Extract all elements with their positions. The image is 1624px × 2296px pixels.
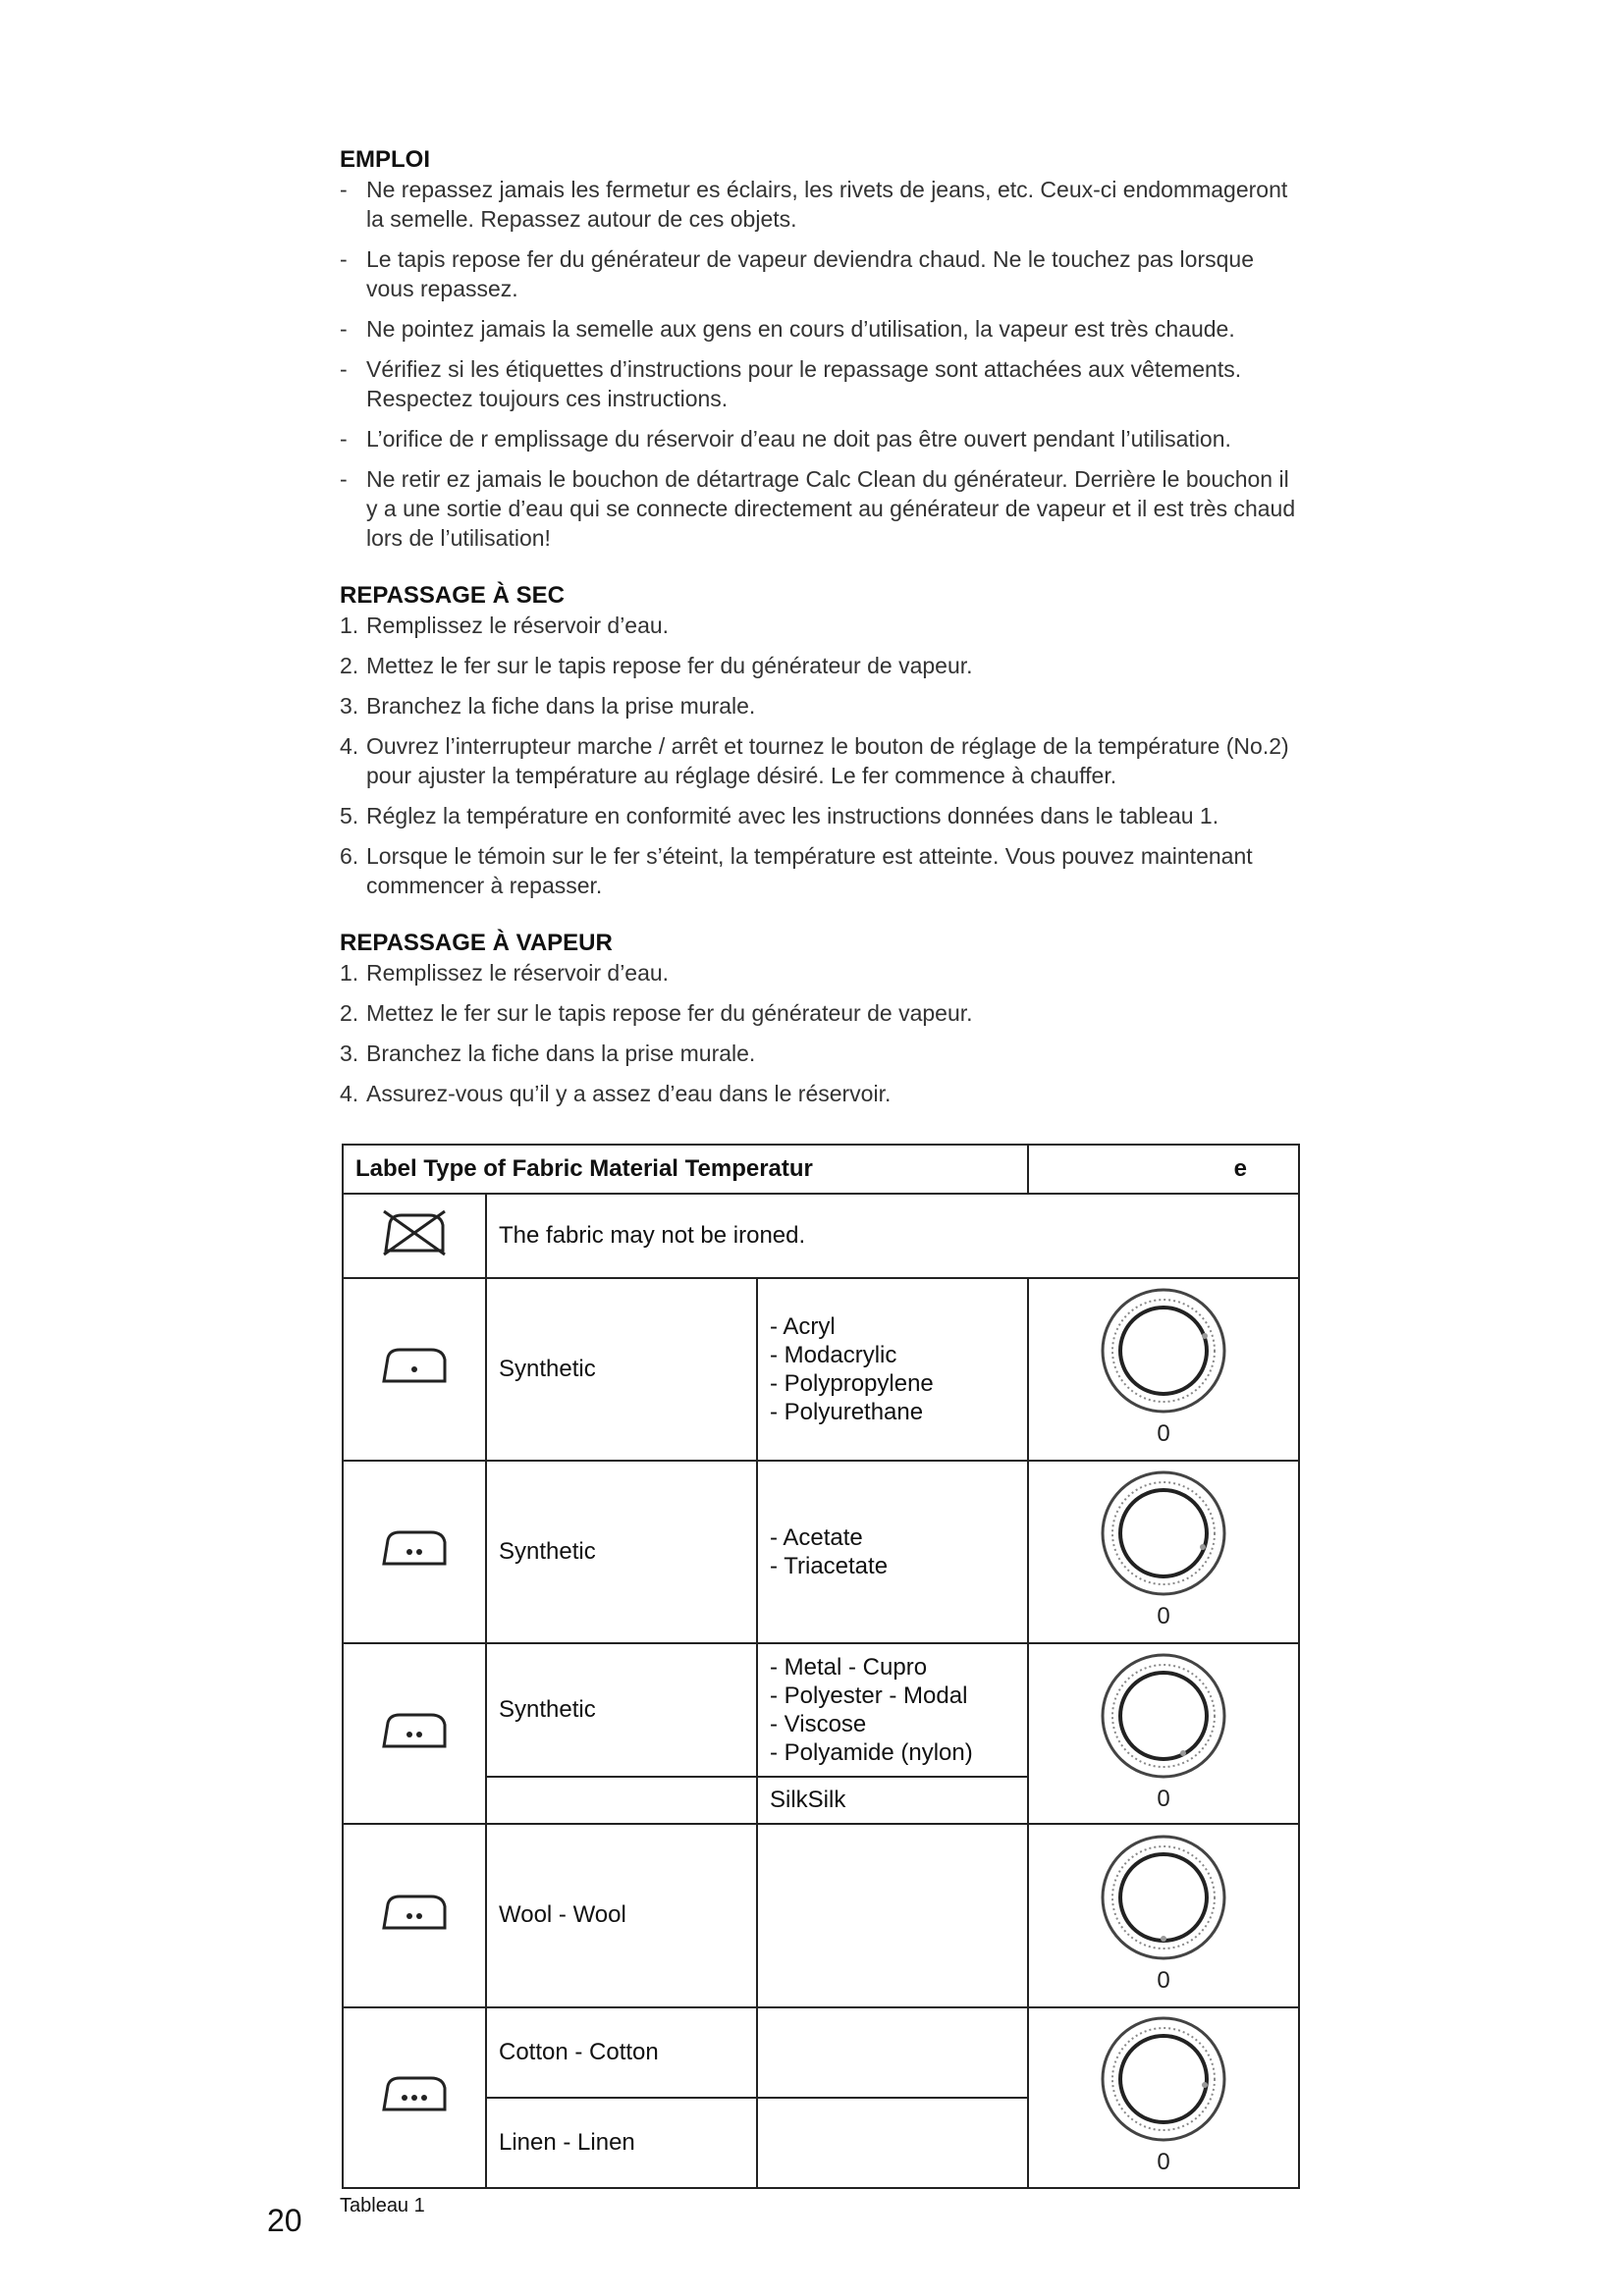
list-item: 3. Branchez la fiche dans la prise murale. <box>340 1041 756 1066</box>
temperature-dial-icon <box>1095 1465 1232 1631</box>
material-cell <box>757 1278 1028 1460</box>
list-item: - Ne pointez jamais la semelle aux gens en cours d’utilisation, la vapeur est très chaude. <box>340 316 1235 342</box>
section-title-repassage-sec: REPASSAGE À SEC <box>340 582 565 609</box>
no-iron-text: The fabric may not be ironed. <box>486 1194 1299 1278</box>
fabric-type: Cotton - Cotton <box>486 2007 757 2098</box>
do-not-iron-icon <box>380 1207 449 1258</box>
iron-three-dots-icon <box>380 2074 449 2113</box>
label-cell <box>343 1461 486 1643</box>
temperature-cell <box>1028 1643 1299 1824</box>
material-item: - Polyamide (nylon) <box>770 1739 973 1767</box>
material-item: - Polypropylene <box>770 1369 934 1397</box>
material-item: - Viscose <box>770 1711 867 1738</box>
section-repassage-vapeur <box>340 929 973 1119</box>
fabric-type: Wool - Wool <box>486 1824 757 2006</box>
fabric-type: Synthetic <box>486 1278 757 1460</box>
material-cell-empty <box>757 2007 1028 2098</box>
list-item: 6. Lorsque le témoin sur le fer s’éteint, la température est atteinte. Vous pouvez maintenant commencer à repasser. <box>340 843 1253 898</box>
material-item: - Polyurethane <box>770 1398 924 1425</box>
page-number: 20 <box>267 2203 302 2238</box>
list-item: 1. Remplissez le réservoir d’eau. <box>340 960 670 986</box>
material-cell <box>757 1461 1028 1643</box>
temperature-dial-icon <box>1095 1282 1232 1449</box>
repassage-vapeur-list <box>340 958 973 1108</box>
temperature-cell <box>1028 1824 1299 2006</box>
table-row <box>343 1194 1299 1278</box>
list-item: 3. Branchez la fiche dans la prise murale. <box>340 693 756 719</box>
fabric-type: Synthetic <box>486 1643 757 1777</box>
table-row <box>343 2007 1299 2098</box>
iron-two-dots-icon <box>380 1528 449 1568</box>
list-item: - Le tapis repose fer du générateur de vapeur deviendra chaud. Ne le touchez pas lorsque vous repassez. <box>340 246 1254 301</box>
dial-label: 0 <box>1157 2149 1170 2176</box>
table-header: Label Type of Fabric Material Temperatur <box>343 1145 1028 1194</box>
material-item: - Triacetate <box>770 1552 889 1579</box>
table-row <box>343 1643 1299 1777</box>
dial-label: 0 <box>1157 1603 1170 1630</box>
label-cell <box>343 1194 486 1278</box>
material-cell <box>757 1643 1028 1777</box>
fabric-type-empty <box>486 1777 757 1824</box>
label-cell <box>343 1824 486 2006</box>
material-item: - Acryl <box>770 1312 836 1340</box>
material-item: - Modacrylic <box>770 1341 897 1368</box>
fabric-type: Linen - Linen <box>486 2098 757 2188</box>
dial-label: 0 <box>1157 1420 1170 1448</box>
temperature-cell <box>1028 2007 1299 2188</box>
list-item: - L’orifice de r emplissage du réservoir d’eau ne doit pas être ouvert pendant l’utilisation. <box>340 426 1231 452</box>
material-item: - Metal - Cupro <box>770 1654 928 1682</box>
fabric-temperature-table <box>342 1144 1300 2189</box>
material-cell-empty <box>757 2098 1028 2188</box>
label-cell <box>343 1643 486 1824</box>
list-item: 4. Assurez-vous qu’il y a assez d’eau dans le réservoir. <box>340 1081 892 1106</box>
list-item: 2. Mettez le fer sur le tapis repose fer du générateur de vapeur. <box>340 653 973 678</box>
table-row <box>343 1278 1299 1460</box>
table-header-row <box>343 1145 1299 1194</box>
list-item: - Vérifiez si les étiquettes d’instructions pour le repassage sont attachées aux vêtements. Respectez toujours ces instructions. <box>340 356 1242 411</box>
iron-one-dot-icon <box>380 1346 449 1385</box>
list-item: - Ne retir ez jamais le bouchon de détartrage Calc Clean du générateur. Derrière le bouchon il y a une sortie d’eau qui se connecte directement au générateur de vapeur et il est très chaud lors de l’utilisation! <box>340 466 1296 551</box>
temperature-cell <box>1028 1461 1299 1643</box>
material-item: - Polyester - Modal <box>770 1682 968 1710</box>
table-row <box>343 1824 1299 2006</box>
section-title-emploi: EMPLOI <box>340 146 431 173</box>
dial-label: 0 <box>1157 1966 1170 1994</box>
label-cell <box>343 1278 486 1460</box>
section-emploi <box>340 145 1304 563</box>
list-item: 4. Ouvrez l’interrupteur marche / arrêt et tournez le bouton de réglage de la température (No.2) pour ajuster la température au réglage désiré. Le fer commence à chauffer. <box>340 733 1289 788</box>
iron-two-dots-icon <box>380 1893 449 1932</box>
material-extra: SilkSilk <box>757 1777 1028 1824</box>
list-item: 1. Remplissez le réservoir d’eau. <box>340 613 670 638</box>
repassage-sec-list <box>340 611 1304 900</box>
section-repassage-sec <box>340 581 1304 911</box>
section-title-repassage-vapeur: REPASSAGE À VAPEUR <box>340 930 613 956</box>
table-header-end: e <box>1028 1145 1299 1194</box>
temperature-dial-icon <box>1095 2010 1232 2177</box>
fabric-type: Synthetic <box>486 1461 757 1643</box>
label-cell <box>343 2007 486 2188</box>
dial-label: 0 <box>1157 1785 1170 1812</box>
list-item: - Ne repassez jamais les fermetur es éclairs, les rivets de jeans, etc. Ceux-ci endommageront la semelle. Repassez autour de ces objets. <box>340 177 1288 232</box>
material-cell-empty <box>757 1824 1028 2006</box>
list-item: 5. Réglez la température en conformité avec les instructions données dans le tableau 1. <box>340 803 1219 828</box>
temperature-dial-icon <box>1095 1829 1232 1996</box>
material-item: - Acetate <box>770 1523 863 1551</box>
iron-two-dots-icon <box>380 1711 449 1750</box>
table-row <box>343 1461 1299 1643</box>
table-caption: Tableau 1 <box>340 2195 425 2216</box>
list-item: 2. Mettez le fer sur le tapis repose fer du générateur de vapeur. <box>340 1000 973 1026</box>
emploi-list <box>340 175 1304 553</box>
temperature-cell <box>1028 1278 1299 1460</box>
temperature-dial-icon <box>1095 1647 1232 1814</box>
